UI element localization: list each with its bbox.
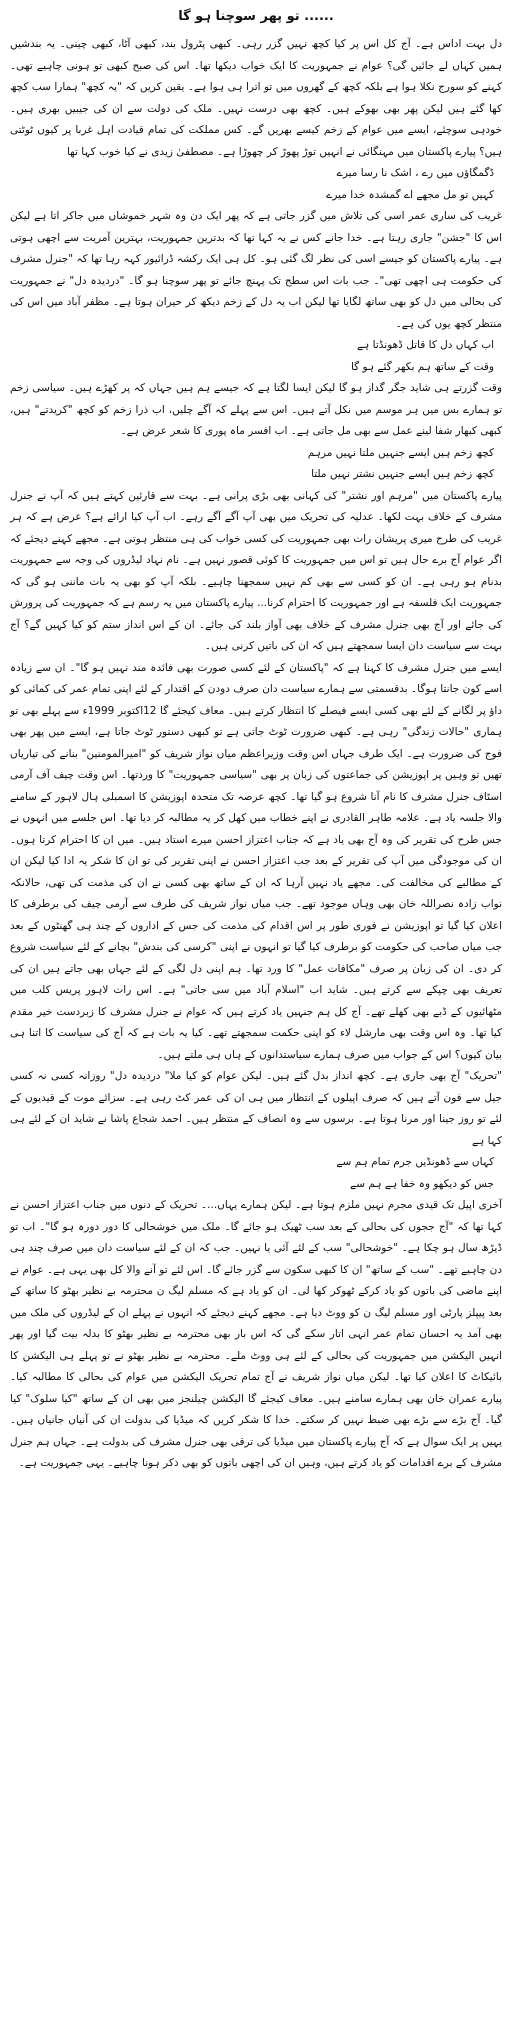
verse-line: کچھ زخم ہیں ایسے جنہیں ملتا نہیں مرہم <box>307 446 494 459</box>
article-paragraph-7: آخری اپیل تک قیدی مجرم نہیں ملزم ہوتا ہے۔ لیکن ہمارے یہاں...۔ تحریک کے دنوں میں جناب اعتزاز احسن نے کہا تھا کہ "آج ججوں کی بحالی کے بعد سب ٹھیک ہو جائے گا۔ ملک میں خوشحالی کا دور دورہ ہو گا"۔ اب تو ڈیڑھ سال ہو چکا ہے۔ "خوشحالی" سب کے لئے آئی یا نہیں۔ جب کہ ان کے لئے سیاست دان میں صرف چند ہی دن چاہیے تھے۔ "سب کے ساتھ" ان کا کبھی سکون سے گزر جائے گا۔ اس لئے تو آنے والا کل بھی یہی ہے۔ عوام نے اپنے ماضی کی باتوں کو یاد کرکے ٹھوکر کھا لی۔ ان کو یاد ہے کہ مسلم لیگ ن محترمہ بے نظیر بھٹو کا ساتھ کے بعد پیپلز پارٹی اور مسلم لیگ ن کو ووٹ دیا ہے۔ مجھے کہنے دیجئے کہ انہوں نے پہلے ان کے لیڈروں کی ملک میں بھی آمد یہ احسان تمام عمر انہی اتار سکے گی کہ اس بار بھی محترمہ بے نظیر بھٹو کا بدلہ بیت گیا اور پھر انہیں الیکشن میں جمہوریت کی بحالی کے لئے ہی ووٹ ملے۔ محترمہ بے نظیر بھٹو نے تو پہلے ہی الیکشن کا بائیکاٹ کا اعلان کیا تھا۔ لیکن میاں نواز شریف نے آج تمام تحریک الیکشن میں عوام کی بحالی کا مطالبہ کیا۔ پیارے عمران خان بھی ہمارے سامنے ہیں۔ معاف کیجئے گا الیکشن چیلنجز میں بھی ان کے ساتھ "کیا سلوک" کیا گیا۔ آج بڑے سے بڑے بھی ضبط نہیں کر سکتے۔ خدا کا شکر کریں کہ میڈیا کی بدولت ان کی آنیاں جانیاں ہیں۔ یہیں پر ایک سوال ہے کہ آج پیارے پاکستان میں میڈیا کی ترقی بھی جنرل مشرف کی بدولت ہے۔ جہاں ہم جنرل مشرف کے برے اقدامات کو یاد کرتے ہیں، وہیں ان کی اچھی باتوں کو بھی ذکر ہونا چاہیے۔ یہی جمہوریت ہے۔ <box>10 1199 502 1469</box>
verse-line: کہاں سے ڈھونڈیں جرم تمام ہم سے <box>336 1156 494 1168</box>
article-paragraph-5: ایسے میں جنرل مشرف کا کہنا ہے کہ "پاکستان کے لئے کسی صورت بھی فائدہ مند نہیں ہو گا"۔ ان سے زیادہ اسے کون جانتا ہوگا۔ بدقسمتی سے ہمارے سیاست دان صرف دودن کے اقتدار کے لئے اپنی تمام عمر کی کمائی کو داؤ پر لگانے کے لئے بھی کسی ایسے فیصلے کا انتظار کرتے ہیں۔ معاف کیجئے گا 12اکتوبر 1999ء سے پہلے بھی تو ہماری "حالات زندگی" رہی ہے۔ کبھی ضرورت ٹوٹ جاتی ہے تو کبھی دستور ٹوٹ جاتا ہے، ایسے میں پھر بھی فوج کی ضرورت ہے۔ ایک طرف جہاں اس وقت وزیراعظم میاں نواز شریف کو "امیرالمومنین" بنانے کی تیاریاں تھیں تو وہیں پر اپوزیشن کی جماعتوں کی زبان پر بھی "سیاسی جمہوریت" کا وردتھا۔ اس وقت چیف آف آرمی اسٹاف جنرل مشرف کا نام آنا شروع ہو گیا تھا۔ کچھ عرصہ تک متحدہ اپوزیشن کا اسمبلی ہال لاہور کے سامنے والا جلسہ یاد ہے۔ علامہ طاہر القادری نے اپنے خطاب میں کھل کر یہ مطالبہ کر دیا تھا۔ اس جلسے میں انہوں نے جس طرح کی تقریر کی وہ آج بھی یاد ہے کہ جناب اعتزاز احسن میرے استاد ہیں۔ میں ان کا احترام کرتا ہوں۔ ان کی موجودگی میں آپ کی تقریر کے بعد جب اعتزاز احسن نے اپنی تقریر کی تو ان کا شکر یہ ادا کیا لیکن ان کے مطالبے کی مخالفت کی۔ مجھے یاد نہیں آرہا کہ ان کے ساتھ بھی کسی نے ان کی مذمت کی تھی، حالانکہ نواب زادہ نصراللہ خان بھی وہاں موجود تھے۔ جب میاں نواز شریف کی طرف سے آرمی چیف کی برطرفی کا اعلان کیا گیا تو اپوزیشن نے فوری طور پر اس اقدام کی مذمت کی جس کے اداروں کے چند ہی گھنٹوں کے بعد جب میاں صاحب کی حکومت کو برطرف کیا گیا تو انہوں نے اپنی "کرسی کی بندش" بچانے کے لئے سیاست شروع کر دی۔ ان کی زبان پر صرف "مکافات عمل" کا ورد تھا۔ ہم اپنی دل لگی کے لئے جہاں بھی جاتے ہیں ان کی تعریف بھی چپکے سے کرتے ہیں۔ شاید اب "اسلام آباد میں سی جاتی" ہے۔ اس رات لاہور پریس کلب میں مٹھائیوں کے ڈبے بھی کھلے تھے۔ آج کل ہم جنہیں یاد کرتے ہیں کہ عوام نے جنرل مشرف کا زبردست خیر مقدم کیا تھا۔ وہ اس وقت بھی مارشل لاء کو اپنی حکمت سمجھتے تھے۔ کیا یہ بات ہے کہ آج کی سیاست کا اتنا ہی بیان کیوں؟ اس کے جواب میں صرف ہمارے سیاستدانوں کے ہاں ہی ملتے ہیں۔ <box>10 661 502 1061</box>
article-paragraph-2: غریب کی ساری عمر اسی کی تلاش میں گزر جاتی ہے کہ پھر ایک دن وہ شہر خموشاں میں جاکر اتا ہے لیکن اس کا "جشن" جاری رہتا ہے۔ خدا جانے کس نے یہ کہا تھا کہ بدترین جمہوریت، بہترین آمریت سے اچھی ہوتی ہے۔ پیارے پاکستان کو جیسے اسی کی نظر لگ گئی ہو۔ کل ہی ایک رکشہ ڈرائیور کہہ رہا تھا کہ "جنرل مشرف کی حکومت ہی اچھی تھی"۔ جب بات اس سطح تک پہنچ جائے تو پھر سوچنا ہو گا۔ "دردیدہ دل" نے جمہوریت کی بحالی میں دل کو بھی ساتھ لگایا تھا لیکن اب یہ دل کے زخم دیکھ کر حیران ہوتا ہے۔ مظفر آباد میں اس کی منتظر کچھ یوں کی ہے۔ <box>10 210 502 330</box>
verse-block-2 <box>10 335 502 378</box>
verse-line: جس کو دیکھو وہ خفا ہے ہم سے <box>350 1177 494 1190</box>
article-title: ...... تو پھر سوچنا ہو گا <box>178 9 334 24</box>
article-paragraph-4: پیارے پاکستان میں "مرہم اور نشتر" کی کہانی بھی بڑی پرانی ہے۔ بہت سے قارئین کہتے ہیں کہ آپ نے جنرل مشرف کے خلاف بہت لکھا۔ عدلیہ کی تحریک میں بھی آپ آگے آگے رہے۔ اب آپ کیا ارائے ہے؟ عرض ہے کہ ہر غریب کی طرح میری پریشان رات بھی جمہوریت کی کسی خواب کی ہی منتظر ہوتی ہے۔ مجھے کہنے دیجئے کہ اگر عوام آج برے حال ہیں تو اس میں جمہوریت کا کوئی قصور نہیں ہے۔ نام نہاد لیڈروں کی وجہ سے جمہوریت بدنام ہو رہی ہے۔ ان کو کسی سے بھی کم نہیں سمجھنا چاہیے۔ بلکہ آپ کو بھی یہ بات ماننی ہو گی کہ جمہوریت ایک فلسفہ ہے اور جمہوریت کا احترام کرنا... پیارے پاکستان میں یہ رسم ہے کہ جمہوریت کی پرورش کی جائے اور آج بھی جنرل مشرف کے خلاف بھی آواز بلند کی جائے۔ ان کے اس انداز ستم کو کیا کہیں گے؟ آج بہت سے سیاست دان ایسا سمجھتے ہیں کہ ان کی باتیں کرنی ہیں۔ <box>10 489 502 652</box>
verse-line: کچھ زخم ہیں ایسے جنہیں نشتر نہیں ملتا <box>311 468 494 480</box>
verse-line: ڈگمگاؤں میں رے ، اشک نا رسا میرے <box>336 167 494 179</box>
article-paragraph-3: وقت گزرتے ہی شاید جگر گداز ہو گا لیکن ایسا لگتا ہے کہ جیسے ہم ہیں جہاں کہ پر کھڑے ہیں۔ سیاسی زخم تو ہمارے بس میں ہر موسم میں نکل آتے ہیں۔ اس سے پہلے کہ آگے چلیں، اب ذرا زخم کو کچھ "کریدتے" ہیں، کبھی کبھار شفا لینے عمل سے بھی مل جاتی ہے۔ اب افسر ماہ پوری کا شعر عرض ہے۔ <box>10 382 502 437</box>
verse-block-3 <box>10 443 502 486</box>
article-paragraph-1: دل بہت اداس ہے۔ آج کل اس پر کیا کچھ نہیں گزر رہی۔ کبھی پٹرول بند، کبھی آٹا، کبھی چینی۔ یہ بندشیں ہمیں کہاں لے جائیں گی؟ عوام نے جمہوریت کا ایک خواب دیکھا تھا۔ اس کی صبح کبھی تو ہونی چاہیے تھی۔ کہنے کو سورج نکلا ہوا ہے بلکہ کچھ کے گھروں میں تو اترا ہی ہوا ہے۔ یقین کریں کہ "یہ کچھ" ہمارا سب کچھ کھا گئے ہیں لیکن پھر بھی بھوکے ہیں۔ کچھ بھی درست نہیں۔ ملک کی دولت سے ان کی جیبیں بھری ہیں۔ خودہی سوچئے، ایسے میں عوام کے زخم کیسے بھریں گے۔ کس مملکت کی تمام قیادت اہل غربا پر کیوں ٹوٹتی ہیں؟ پیارے پاکستان میں مہنگائی نے انہیں توڑ پھوڑ کر چھوڑا ہے۔ مصطفیٰ زیدی نے کیا خوب کہا تھا <box>10 38 502 158</box>
verse-block-1 <box>10 163 502 206</box>
verse-block-4 <box>10 1152 502 1195</box>
article-paragraph-6: "تحریک" آج بھی جاری ہے۔ کچھ انداز بدل گئے ہیں۔ لیکن عوام کو کیا ملا" دردیدہ دل" روزانہ کسی نہ کسی جیل سے فون آتے ہیں کہ صرف اپیلوں کے انتظار میں ہی ان کی عمر کٹ رہی ہے۔ سزائے موت کے قیدیوں کے لئے تو روز جینا اور مرنا ہوتا ہے۔ برسوں سے وہ انصاف کے منتظر ہیں۔ احمد شجاع پاشا نے شاید ان کے لئے ہی کہا ہے <box>10 1070 502 1147</box>
verse-line: وقت کے ساتھ ہم بکھر گئے ہو گا <box>350 360 494 373</box>
verse-line: کہیں تو مل مجھے اے گمشدہ خدا میرے <box>326 188 494 201</box>
verse-line: اب کہاں دل کا قاتل ڈھونڈتا ہے <box>357 339 494 351</box>
